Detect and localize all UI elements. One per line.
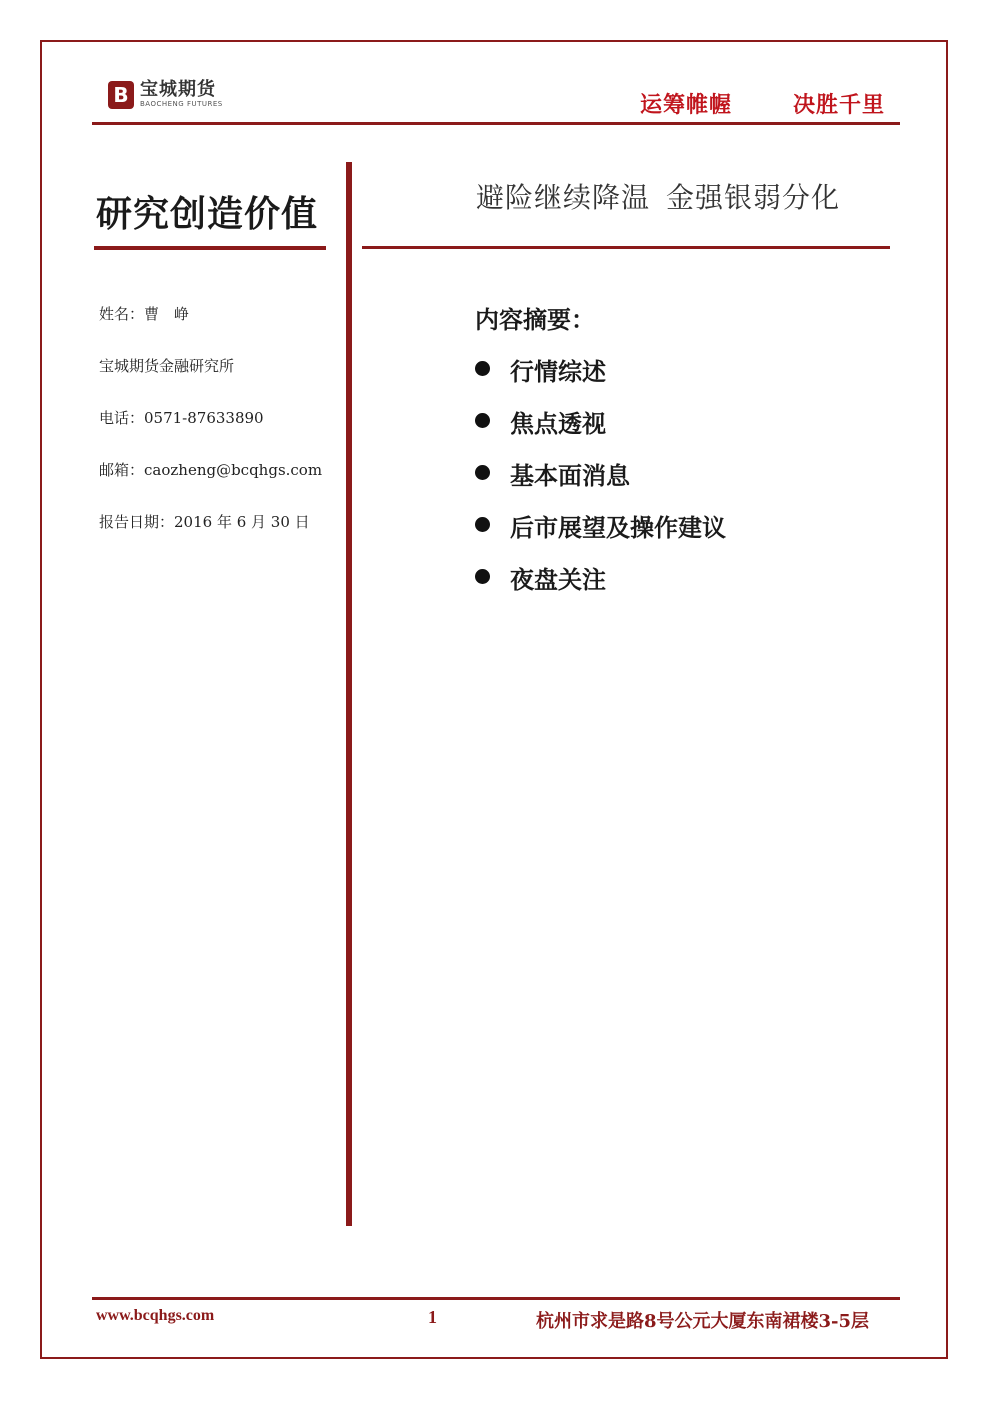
company-logo bbox=[108, 80, 223, 109]
summary-heading: 内容摘要： bbox=[475, 306, 595, 334]
tagline-divider bbox=[94, 246, 326, 250]
list-item bbox=[475, 560, 726, 612]
logo-text bbox=[140, 80, 223, 109]
list-item bbox=[475, 352, 726, 404]
logo-name-cn: 宝城期货 bbox=[140, 79, 216, 100]
page-frame bbox=[40, 40, 948, 1359]
bullet-icon bbox=[475, 569, 490, 584]
footer-divider bbox=[92, 1297, 900, 1300]
page-number: 1 bbox=[428, 1307, 437, 1327]
list-item-label: 行情综述 bbox=[510, 358, 606, 386]
header-divider bbox=[92, 122, 900, 125]
author-email: 邮箱：caozheng@bcqhgs.com bbox=[99, 461, 323, 479]
list-item-label: 基本面消息 bbox=[510, 462, 630, 490]
list-item-label: 后市展望及操作建议 bbox=[510, 514, 726, 542]
report-title-part1: 避险继续降温 bbox=[475, 181, 650, 214]
footer-website-link[interactable]: www.bcqhgs.com bbox=[96, 1307, 215, 1324]
footer-address: 杭州市求是路8号公元大厦东南裙楼3-5层 bbox=[536, 1311, 870, 1332]
title-divider bbox=[362, 246, 890, 249]
author-phone: 电话：0571-87633890 bbox=[99, 409, 264, 427]
list-item bbox=[475, 404, 726, 456]
report-date: 报告日期：2016 年 6 月 30 日 bbox=[99, 513, 310, 531]
summary-list bbox=[475, 352, 726, 612]
list-item-label: 焦点透视 bbox=[510, 410, 606, 438]
logo-mark-icon: B bbox=[108, 81, 134, 109]
author-name: 姓名：曹 峥 bbox=[99, 305, 190, 323]
bullet-icon bbox=[475, 465, 490, 480]
bullet-icon bbox=[475, 361, 490, 376]
list-item bbox=[475, 456, 726, 508]
author-org: 宝城期货金融研究所 bbox=[99, 357, 235, 375]
slogan-right: 决胜千里 bbox=[793, 93, 886, 118]
bullet-icon bbox=[475, 413, 490, 428]
list-item-label: 夜盘关注 bbox=[510, 566, 606, 594]
slogan-left: 运筹帷幄 bbox=[640, 93, 733, 118]
list-item bbox=[475, 508, 726, 560]
report-title-part2: 金强银弱分化 bbox=[666, 181, 841, 214]
column-divider bbox=[346, 162, 352, 1226]
tagline: 研究创造价值 bbox=[96, 193, 319, 235]
report-title bbox=[360, 176, 956, 216]
bullet-icon bbox=[475, 517, 490, 532]
logo-name-en: BAOCHENG FUTURES bbox=[140, 100, 223, 108]
